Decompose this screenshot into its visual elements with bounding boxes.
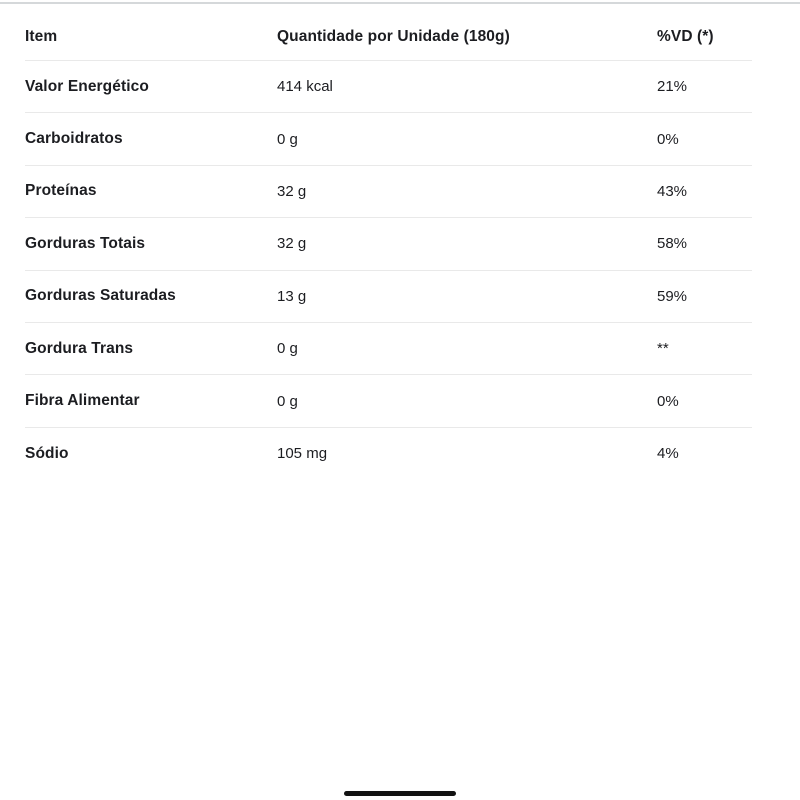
home-indicator-bar[interactable] — [344, 791, 456, 796]
table-row — [25, 375, 752, 427]
table-row — [25, 166, 752, 218]
row-label: Proteínas — [25, 182, 97, 200]
row-quantity: 0 g — [277, 340, 298, 358]
row-quantity: 32 g — [277, 235, 307, 253]
row-daily-value: ** — [657, 340, 669, 358]
row-quantity: 0 g — [277, 392, 298, 410]
row-label: Fibra Alimentar — [25, 392, 140, 410]
row-label: Gorduras Totais — [25, 234, 146, 252]
table-row — [25, 323, 752, 375]
row-quantity: 414 kcal — [277, 78, 333, 96]
row-daily-value: 0% — [657, 130, 679, 148]
row-daily-value: 43% — [657, 182, 688, 200]
row-label: Gorduras Saturadas — [25, 287, 176, 305]
row-label: Gordura Trans — [25, 339, 134, 357]
panel-top-divider — [0, 2, 800, 4]
row-quantity: 0 g — [277, 130, 298, 148]
row-quantity: 13 g — [277, 287, 307, 305]
row-quantity: 105 mg — [277, 445, 328, 463]
table-row — [25, 218, 752, 270]
row-daily-value: 4% — [657, 445, 679, 463]
row-label: Sódio — [25, 444, 69, 462]
nutrition-facts-table — [25, 14, 752, 480]
column-header-item: Item — [25, 28, 58, 45]
column-header-quantity: Quantidade por Unidade (180g) — [277, 28, 510, 45]
table-header-row — [25, 14, 752, 61]
table-row — [25, 113, 752, 165]
table-row — [25, 61, 752, 113]
column-header-daily-value: %VD (*) — [657, 28, 714, 45]
table-row — [25, 428, 752, 480]
table-row — [25, 271, 752, 323]
row-daily-value: 21% — [657, 78, 688, 96]
row-daily-value: 0% — [657, 392, 679, 410]
row-daily-value: 58% — [657, 235, 688, 253]
row-daily-value: 59% — [657, 287, 688, 305]
row-label: Valor Energético — [25, 77, 149, 95]
row-label: Carboidratos — [25, 130, 123, 148]
row-quantity: 32 g — [277, 182, 307, 200]
